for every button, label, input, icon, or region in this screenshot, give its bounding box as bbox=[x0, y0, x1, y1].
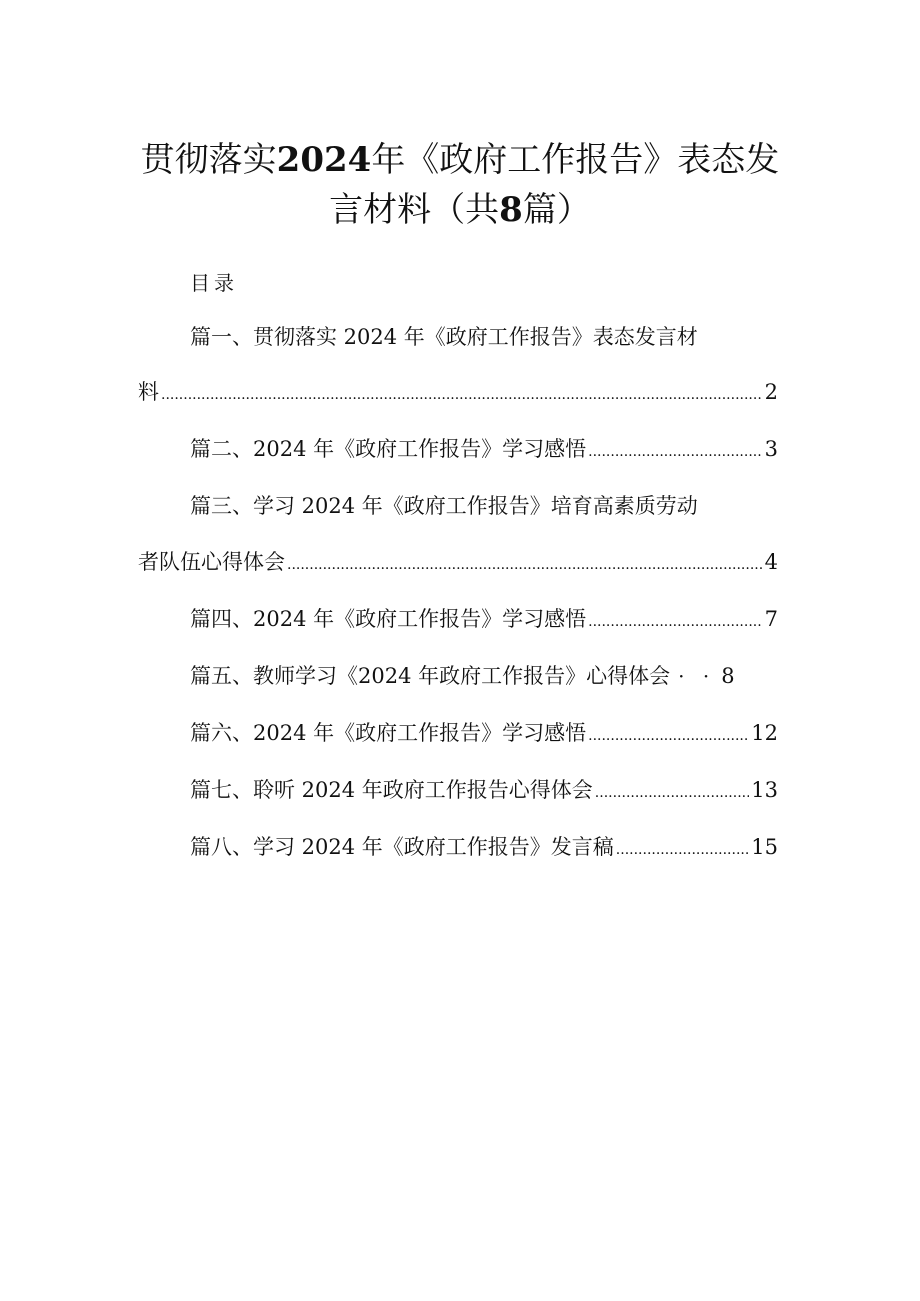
toc-entry-text: 篇七、聆听 2024 年政府工作报告心得体会 bbox=[190, 778, 593, 802]
toc-page-number: 13 bbox=[751, 778, 778, 802]
toc-entry-5[interactable] bbox=[190, 660, 778, 692]
dot-leader bbox=[588, 606, 763, 638]
toc-page-number: 12 bbox=[751, 721, 778, 745]
toc-entry-text: 篇六、2024 年《政府工作报告》学习感悟 bbox=[190, 721, 587, 745]
toc-page-number: 7 bbox=[764, 607, 778, 631]
title-text: 年《政府工作报告》表态发 bbox=[371, 140, 780, 180]
title-count: 8 bbox=[499, 190, 523, 230]
toc-entry-2[interactable] bbox=[190, 433, 778, 468]
toc-entry-3-line-2[interactable] bbox=[138, 546, 778, 581]
title-text: 篇） bbox=[522, 190, 591, 230]
toc-entry-8[interactable] bbox=[190, 831, 778, 866]
toc-page-number: 2 bbox=[764, 380, 778, 404]
document-title-line-1 bbox=[0, 136, 920, 184]
toc-entry-6[interactable] bbox=[190, 717, 778, 752]
toc-page-number: 3 bbox=[764, 437, 778, 461]
toc-entry-3-line-1[interactable]: 篇三、学习 2024 年《政府工作报告》培育高素质劳动 bbox=[190, 494, 698, 518]
dot-leader bbox=[678, 660, 715, 692]
toc-page-number: 4 bbox=[764, 550, 778, 574]
toc-entry-text: 者队伍心得体会 bbox=[138, 550, 285, 574]
document-title-line-2 bbox=[0, 186, 920, 234]
toc-page-number: 15 bbox=[751, 835, 778, 859]
toc-entry-1-line-1[interactable]: 篇一、贯彻落实 2024 年《政府工作报告》表态发言材 bbox=[190, 325, 698, 349]
title-text: 言材料（共 bbox=[329, 190, 500, 230]
toc-entry-text: 篇八、学习 2024 年《政府工作报告》发言稿 bbox=[190, 835, 614, 859]
title-text: 贯彻落实 bbox=[140, 140, 277, 180]
dot-leader bbox=[287, 549, 763, 581]
title-year: 2024 bbox=[276, 140, 372, 180]
toc-entry-4[interactable] bbox=[190, 603, 778, 638]
toc-heading: 目录 bbox=[190, 271, 238, 295]
toc-entry-text: 篇五、教师学习《2024 年政府工作报告》心得体会 bbox=[190, 664, 671, 688]
dot-leader bbox=[161, 379, 763, 411]
dot-leader bbox=[616, 834, 749, 866]
toc-entry-1-line-2[interactable] bbox=[138, 376, 778, 411]
toc-entry-text: 料 bbox=[138, 380, 159, 404]
toc-entry-7[interactable] bbox=[190, 774, 778, 809]
dot-leader bbox=[588, 720, 749, 752]
toc-page-number: 8 bbox=[721, 664, 735, 688]
dot-leader bbox=[588, 436, 763, 468]
toc-entry-text: 篇二、2024 年《政府工作报告》学习感悟 bbox=[190, 437, 587, 461]
toc-entry-text: 篇四、2024 年《政府工作报告》学习感悟 bbox=[190, 607, 587, 631]
dot-leader bbox=[595, 777, 749, 809]
